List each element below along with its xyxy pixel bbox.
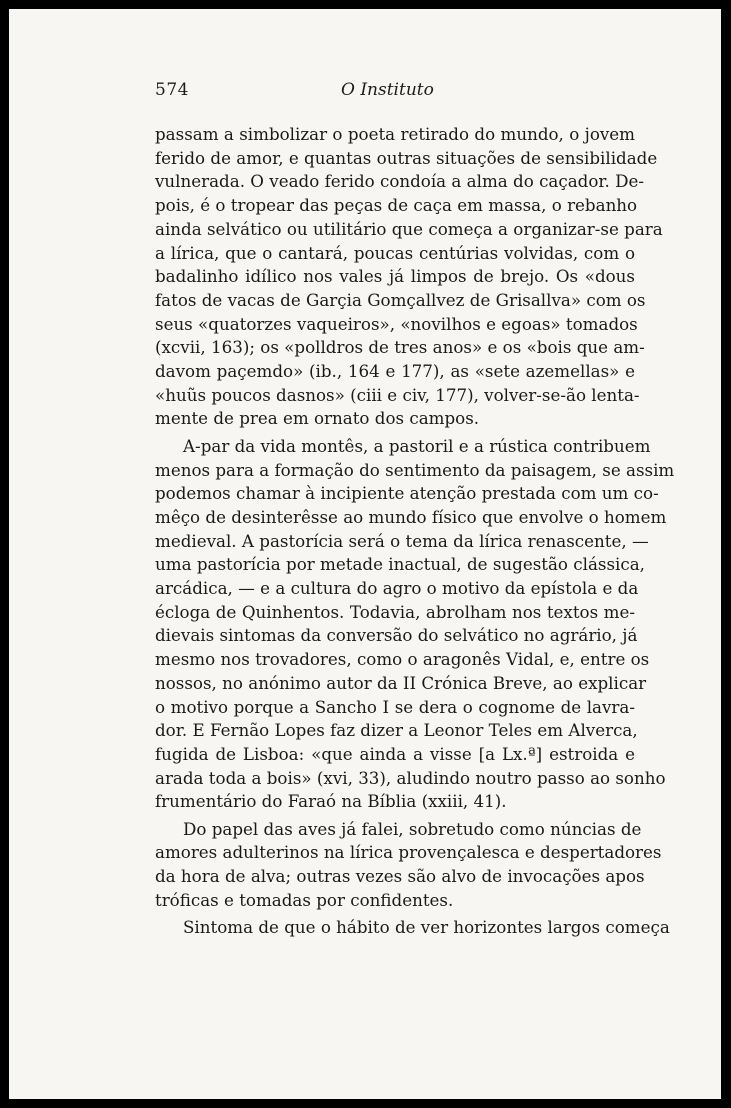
body-text (155, 123, 675, 944)
text-line: arada toda a bois» (xvi, 33), aludindo noutro passo ao sonho (155, 767, 666, 788)
text-line: Do papel das aves já falei, sobretudo como núncias de (183, 818, 642, 839)
page-number: 574 (155, 80, 189, 100)
text-line: seus «quatorzes vaqueiros», «novilhos e egoas» tomados (155, 313, 638, 334)
text-line: medieval. A pastorícia será o tema da lírica renascente, — (155, 530, 649, 551)
text-line: amores adulterinos na lírica provençalesca e despertadores (155, 842, 662, 863)
text-line: pois, é o tropear das peças de caça em massa, o rebanho (155, 195, 638, 216)
text-line: ferido de amor, e quantas outras situações de sensibilidade (155, 147, 658, 168)
text-line: mêço de desinterêsse ao mundo físico que envolve o homem (155, 506, 667, 527)
text-line: dievais sintomas da conversão do selvático no agrário, já (155, 625, 638, 646)
text-line: o motivo porque a Sancho I se dera o cognome de lavra- (155, 696, 635, 717)
text-line: mesmo nos trovadores, como o aragonês Vidal, e, entre os (155, 649, 650, 670)
text-line: (xcvii, 163); os «polldros de tres anos» e os «bois que am- (155, 337, 645, 358)
text-line: A-par da vida montês, a pastoril e a rústica contribuem (183, 435, 651, 456)
text-line: uma pastorícia por metade inactual, de sugestão clássica, (155, 554, 645, 575)
text-line: a lírica, que o cantará, poucas centúrias volvidas, com o (155, 242, 635, 263)
running-title: O Instituto (341, 80, 434, 100)
text-line: mente de prea em ornato dos campos. (155, 408, 480, 429)
text-line: podemos chamar à incipiente atenção prestada com um co- (155, 483, 659, 504)
text-line: arcádica, — e a cultura do agro o motivo da epístola e da (155, 578, 639, 599)
text-line: écloga de Quinhentos. Todavia, abrolham nos textos me- (155, 601, 635, 622)
paragraph (155, 435, 675, 814)
text-line: ainda selvático ou utilitário que começa a organizar-se para (155, 218, 663, 239)
text-line: «huũs poucos dasnos» (ciii e civ, 177), volver-se-ão lenta- (155, 384, 640, 405)
text-line: vulnerada. O veado ferido condoía a alma do caçador. De- (155, 171, 645, 192)
text-line: menos para a formação do sentimento da paisagem, se assim (155, 459, 675, 480)
page-header (155, 80, 635, 104)
book-page (9, 9, 721, 1099)
text-line: davom paçemdo» (ib., 164 e 177), as «sete azemellas» e (155, 361, 635, 382)
text-line: nossos, no anónimo autor da II Crónica Breve, ao explicar (155, 672, 647, 693)
text-line: fugida de Lisboa: «que ainda a visse [a Lx.ª] estroida e (155, 743, 635, 764)
paragraph (155, 818, 662, 913)
text-line: frumentário do Faraó na Bíblia (xxiii, 41). (155, 791, 507, 812)
text-line: tróficas e tomadas por confidentes. (155, 889, 454, 910)
text-line: da hora de alva; outras vezes são alvo de invocações apos (155, 866, 645, 887)
text-line: fatos de vacas de Garçia Gomçallvez de Grisallva» com os (155, 289, 646, 310)
paragraph (155, 123, 663, 431)
text-line: Sintoma de que o hábito de ver horizontes largos começa (183, 917, 670, 938)
text-line: dor. E Fernão Lopes faz dizer a Leonor Teles em Alverca, (155, 720, 638, 741)
text-line: badalinho idílico nos vales já limpos de brejo. Os «dous (155, 266, 635, 287)
paragraph (155, 916, 670, 940)
text-line: passam a simbolizar o poeta retirado do mundo, o jovem (155, 124, 635, 144)
